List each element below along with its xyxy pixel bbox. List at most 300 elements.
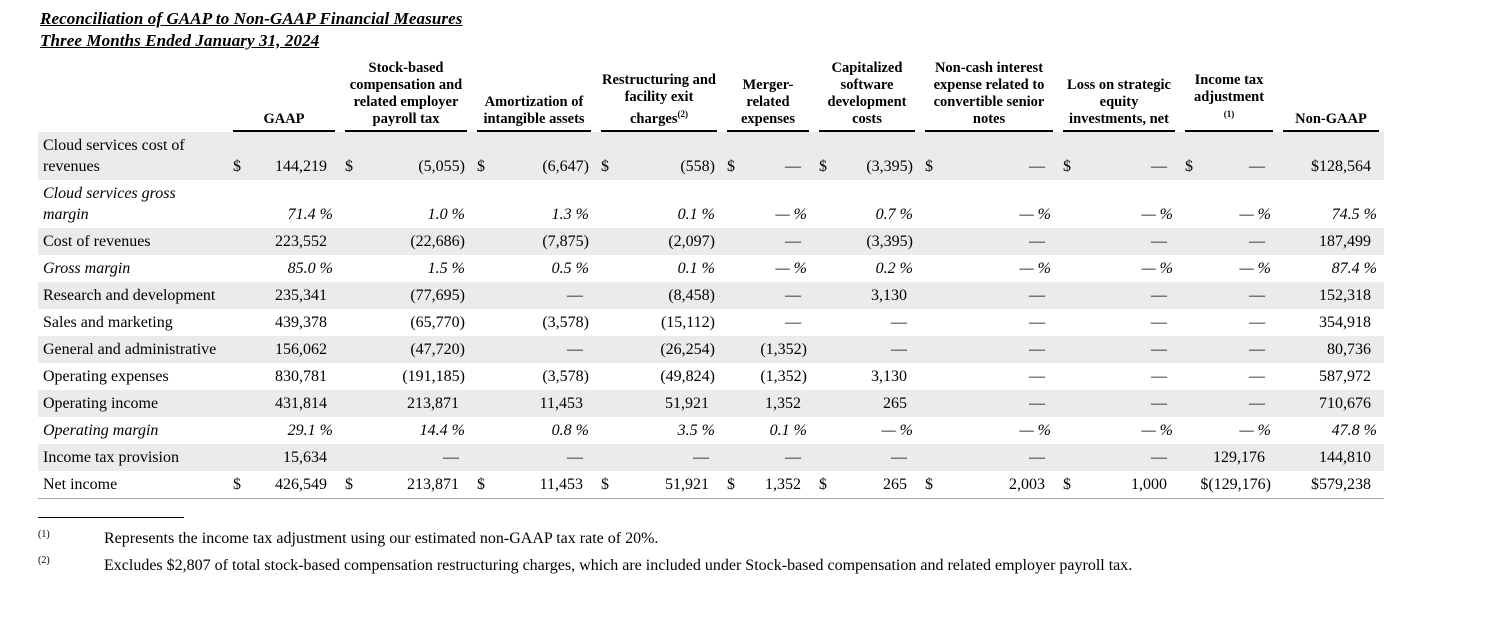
cell-value: (6,647) (542, 158, 589, 175)
table-cell (1058, 417, 1180, 444)
cell-value: — (1151, 287, 1167, 304)
table-cell (228, 255, 340, 282)
table-cell (1278, 255, 1384, 282)
column-header-footnote-ref: (1) (1223, 109, 1235, 120)
cell-value: 587,972 (1319, 368, 1371, 385)
table-row (38, 336, 1384, 363)
cell-value: 47.8 % (1331, 422, 1377, 439)
cell-value: (2,097) (668, 233, 715, 250)
cell-value: — % (775, 206, 807, 223)
column-header (340, 58, 472, 132)
cell-value: 0.5 % (551, 260, 589, 277)
currency-symbol: $ (727, 476, 735, 493)
table-cell (596, 363, 722, 390)
table-cell (814, 336, 920, 363)
table-cell (722, 132, 814, 180)
column-header-label: Income tax adjustment (1193, 72, 1265, 106)
column-header-label: Restructuring and facility exit charges (602, 72, 716, 127)
cell-value: (77,695) (410, 287, 465, 304)
table-cell (472, 444, 596, 471)
cell-value: — (1249, 287, 1265, 304)
cell-value: $128,564 (1311, 158, 1371, 175)
cell-value: — (1151, 233, 1167, 250)
cell-value: 14.4 % (419, 422, 465, 439)
table-row (38, 255, 1384, 282)
cell-value: — (785, 314, 801, 331)
cell-value: 431,814 (275, 395, 327, 412)
table-cell (1180, 444, 1278, 471)
table-row (38, 417, 1384, 444)
cell-value: 1,352 (765, 476, 801, 493)
row-label: General and administrative (43, 341, 217, 358)
table-cell (1180, 363, 1278, 390)
row-label: Gross margin (43, 260, 131, 277)
table-cell (1058, 132, 1180, 180)
cell-value: — % (1019, 422, 1051, 439)
cell-value: — (1029, 233, 1045, 250)
cell-value: 3.5 % (677, 422, 715, 439)
table-cell (814, 228, 920, 255)
currency-symbol: $ (925, 158, 933, 175)
cell-value: 0.2 % (875, 260, 913, 277)
table-row (38, 363, 1384, 390)
table-cell (1278, 336, 1384, 363)
column-header (228, 58, 340, 132)
cell-value: (5,055) (418, 158, 465, 175)
column-header (722, 58, 814, 132)
table-cell (722, 417, 814, 444)
table-cell (1058, 309, 1180, 336)
cell-value: (7,875) (542, 233, 589, 250)
cell-value: (65,770) (410, 314, 465, 331)
cell-value: — % (775, 260, 807, 277)
currency-symbol: $ (819, 476, 827, 493)
table-cell (472, 132, 596, 180)
table-cell (1058, 444, 1180, 471)
row-label: Operating expenses (43, 368, 169, 385)
cell-value: — (1249, 233, 1265, 250)
cell-value: — % (881, 422, 913, 439)
cell-value: — % (1019, 206, 1051, 223)
cell-value: 11,453 (539, 395, 583, 412)
table-cell (1058, 336, 1180, 363)
table-cell (596, 255, 722, 282)
table-row (38, 228, 1384, 255)
table-cell (722, 363, 814, 390)
table-cell (1278, 132, 1384, 180)
table-cell (814, 417, 920, 444)
cell-value: 187,499 (1319, 233, 1371, 250)
cell-value: — (1151, 341, 1167, 358)
table-cell (920, 363, 1058, 390)
table-cell (228, 282, 340, 309)
table-cell (1058, 363, 1180, 390)
table-cell (814, 132, 920, 180)
row-label: Operating income (43, 395, 159, 412)
cell-value: (3,578) (542, 314, 589, 331)
table-cell (920, 471, 1058, 499)
cell-value: — % (1141, 206, 1173, 223)
cell-value: 3,130 (871, 287, 907, 304)
table-cell (340, 390, 472, 417)
table-cell (472, 417, 596, 444)
table-cell (1180, 228, 1278, 255)
row-label-header (38, 58, 228, 132)
table-cell (596, 444, 722, 471)
table-cell (722, 444, 814, 471)
cell-value: — (1249, 395, 1265, 412)
currency-symbol: $ (1185, 158, 1193, 175)
cell-value: — (1029, 368, 1045, 385)
cell-value: 152,318 (1319, 287, 1371, 304)
table-cell (1278, 228, 1384, 255)
table-cell (228, 180, 340, 228)
cell-value: 265 (883, 476, 907, 493)
cell-value: 129,176 (1213, 449, 1265, 466)
cell-value: — (693, 449, 709, 466)
column-header (472, 58, 596, 132)
table-cell (472, 336, 596, 363)
cell-value: 51,921 (665, 476, 709, 493)
currency-symbol: $ (345, 158, 353, 175)
gaap-reconciliation-table (38, 58, 1384, 499)
table-cell (1180, 417, 1278, 444)
table-cell (596, 309, 722, 336)
column-header-label: Merger-related expenses (741, 77, 795, 127)
cell-value: (1,352) (760, 341, 807, 358)
table-cell (228, 132, 340, 180)
column-header-label: Capitalized software development costs (827, 60, 907, 127)
table-cell (596, 282, 722, 309)
table-cell (920, 228, 1058, 255)
column-header-label: Stock-based compensation and related employer payroll tax (349, 60, 463, 127)
table-cell (1278, 309, 1384, 336)
table-cell (814, 363, 920, 390)
table-cell (472, 180, 596, 228)
footnote (38, 524, 1500, 549)
table-cell (920, 417, 1058, 444)
cell-value: 0.1 % (677, 260, 715, 277)
table-cell (1180, 132, 1278, 180)
table-cell (722, 309, 814, 336)
table-cell (1180, 471, 1278, 499)
table-row (38, 444, 1384, 471)
currency-symbol: $ (601, 476, 609, 493)
row-label: Cloud services gross margin (43, 185, 176, 223)
table-cell (596, 471, 722, 499)
table-cell (920, 132, 1058, 180)
cell-value: — (1249, 341, 1265, 358)
table-cell (722, 180, 814, 228)
cell-value: — (785, 158, 801, 175)
table-row (38, 132, 1384, 180)
cell-value: — (1151, 314, 1167, 331)
table-cell (340, 132, 472, 180)
table-row (38, 282, 1384, 309)
table-cell (920, 336, 1058, 363)
table-cell (722, 471, 814, 499)
cell-value: 0.1 % (677, 206, 715, 223)
footnote-separator-rule (38, 517, 184, 518)
table-cell (1278, 471, 1384, 499)
table-cell (596, 228, 722, 255)
table-cell (472, 390, 596, 417)
table-cell (1180, 255, 1278, 282)
column-header (814, 58, 920, 132)
cell-value: — (785, 233, 801, 250)
table-cell (1058, 255, 1180, 282)
document-title: Reconciliation of GAAP to Non-GAAP Financial Measures (40, 9, 463, 28)
table-cell (814, 390, 920, 417)
cell-value: 0.8 % (551, 422, 589, 439)
cell-value: 710,676 (1319, 395, 1371, 412)
header-row (38, 58, 1384, 132)
table-cell (814, 255, 920, 282)
table-cell (1278, 444, 1384, 471)
table-cell (472, 282, 596, 309)
cell-value: — (891, 449, 907, 466)
cell-value: — (1151, 449, 1167, 466)
cell-value: 1.3 % (551, 206, 589, 223)
column-header-label: Amortization of intangible assets (483, 94, 585, 127)
cell-value: (15,112) (660, 314, 715, 331)
cell-value: — (891, 314, 907, 331)
table-cell (920, 282, 1058, 309)
cell-value: 265 (883, 395, 907, 412)
table-cell (1180, 282, 1278, 309)
table-cell (920, 444, 1058, 471)
column-header (920, 58, 1058, 132)
cell-value: — % (1239, 422, 1271, 439)
cell-value: — (785, 449, 801, 466)
cell-value: — (1029, 158, 1045, 175)
cell-value: (1,352) (760, 368, 807, 385)
cell-value: 156,062 (275, 341, 327, 358)
cell-value: — % (1141, 422, 1173, 439)
column-header (1058, 58, 1180, 132)
cell-value: 3,130 (871, 368, 907, 385)
footnote (38, 550, 1500, 575)
cell-value: 235,341 (275, 287, 327, 304)
table-cell (340, 363, 472, 390)
table-cell (722, 390, 814, 417)
row-label: Income tax provision (43, 449, 179, 466)
table-cell (340, 255, 472, 282)
table-cell (596, 336, 722, 363)
column-header-label: Non-GAAP (1295, 111, 1367, 127)
table-cell (472, 255, 596, 282)
row-label: Net income (38, 471, 228, 499)
column-header-label: Non-cash interest expense related to convertible senior notes (933, 60, 1045, 127)
cell-value: — (1249, 368, 1265, 385)
table-cell (1180, 390, 1278, 417)
table-cell (722, 282, 814, 309)
cell-value: 15,634 (283, 449, 327, 466)
table-cell (596, 180, 722, 228)
table-cell (228, 471, 340, 499)
table-cell (228, 390, 340, 417)
cell-value: — (567, 341, 583, 358)
table-cell (340, 471, 472, 499)
cell-value: — (443, 449, 459, 466)
cell-value: (47,720) (410, 341, 465, 358)
cell-value: 213,871 (407, 395, 459, 412)
cell-value: 2,003 (1009, 476, 1045, 493)
cell-value: — (1029, 314, 1045, 331)
table-cell (722, 255, 814, 282)
table-cell (228, 228, 340, 255)
cell-value: 85.0 % (287, 260, 333, 277)
cell-value: 426,549 (275, 476, 327, 493)
table-cell (340, 444, 472, 471)
table-cell (340, 228, 472, 255)
table-cell (596, 390, 722, 417)
cell-value: 1,352 (765, 395, 801, 412)
cell-value: (26,254) (660, 341, 715, 358)
table-cell (472, 309, 596, 336)
cell-value: 80,736 (1327, 341, 1371, 358)
row-label: Operating margin (43, 422, 159, 439)
cell-value: — (1249, 158, 1265, 175)
footnote-text: Represents the income tax adjustment using our estimated non-GAAP tax rate of 20%. (104, 530, 659, 548)
table-cell (1278, 282, 1384, 309)
table-cell (472, 228, 596, 255)
title-block (0, 0, 1500, 52)
currency-symbol: $ (925, 476, 933, 493)
cell-value: — (1029, 449, 1045, 466)
cell-value: — (1029, 287, 1045, 304)
cell-value: — % (1141, 260, 1173, 277)
table-cell (920, 255, 1058, 282)
cell-value: 29.1 % (287, 422, 333, 439)
table-row (38, 180, 1384, 228)
table-cell (814, 444, 920, 471)
row-label: Cost of revenues (43, 233, 151, 250)
table-cell (1058, 471, 1180, 499)
column-header (1278, 58, 1384, 132)
table-cell (228, 417, 340, 444)
table-cell (228, 336, 340, 363)
cell-value: — (1151, 395, 1167, 412)
currency-symbol: $ (477, 158, 485, 175)
column-header-footnote-ref: (2) (677, 109, 688, 120)
cell-value: — % (1239, 260, 1271, 277)
cell-value: (49,824) (660, 368, 715, 385)
footnote-marker (38, 524, 104, 549)
cell-value: 1.5 % (427, 260, 465, 277)
column-header-label: GAAP (263, 111, 305, 127)
footnote-marker-number: (1) (38, 529, 50, 540)
table-cell (1278, 390, 1384, 417)
cell-value: (3,578) (542, 368, 589, 385)
table-cell (814, 282, 920, 309)
table-cell (340, 282, 472, 309)
cell-value: $(129,176) (1200, 476, 1271, 493)
table-cell (814, 471, 920, 499)
currency-symbol: $ (727, 158, 735, 175)
cell-value: 87.4 % (1331, 260, 1377, 277)
table-cell (1058, 228, 1180, 255)
cell-value: 1,000 (1131, 476, 1167, 493)
table-cell (814, 180, 920, 228)
table-cell (1180, 309, 1278, 336)
currency-symbol: $ (819, 158, 827, 175)
footnote-marker (38, 550, 104, 575)
table-row (38, 471, 1384, 499)
cell-value: 213,871 (407, 476, 459, 493)
cell-value: — (1029, 395, 1045, 412)
currency-symbol: $ (233, 158, 241, 175)
currency-symbol: $ (477, 476, 485, 493)
cell-value: — % (1239, 206, 1271, 223)
cell-value: 439,378 (275, 314, 327, 331)
cell-value: 74.5 % (1331, 206, 1377, 223)
currency-symbol: $ (1063, 476, 1071, 493)
row-label: Research and development (43, 287, 216, 304)
table-cell (596, 132, 722, 180)
cell-value: 0.1 % (769, 422, 807, 439)
cell-value: (3,395) (866, 158, 913, 175)
column-header (596, 58, 722, 132)
cell-value: 11,453 (539, 476, 583, 493)
cell-value: 71.4 % (287, 206, 333, 223)
cell-value: 830,781 (275, 368, 327, 385)
cell-value: — (785, 287, 801, 304)
table-cell (1180, 336, 1278, 363)
cell-value: — (1151, 368, 1167, 385)
table-row (38, 390, 1384, 417)
document-subtitle: Three Months Ended January 31, 2024 (40, 31, 320, 50)
table-cell (1058, 282, 1180, 309)
cell-value: 0.7 % (875, 206, 913, 223)
table-cell (1180, 180, 1278, 228)
table-cell (340, 417, 472, 444)
row-label: Sales and marketing (43, 314, 173, 331)
cell-value: — (567, 449, 583, 466)
table-cell (920, 390, 1058, 417)
table-cell (1058, 180, 1180, 228)
cell-value: — (1249, 314, 1265, 331)
table-cell (1278, 417, 1384, 444)
cell-value: 223,552 (275, 233, 327, 250)
column-header (1180, 58, 1278, 132)
cell-value: (191,185) (402, 368, 465, 385)
footnotes-section (38, 517, 1500, 576)
table-cell (472, 363, 596, 390)
cell-value: — (567, 287, 583, 304)
cell-value: — % (1019, 260, 1051, 277)
table-cell (228, 309, 340, 336)
cell-value: $579,238 (1311, 476, 1371, 493)
cell-value: 144,810 (1319, 449, 1371, 466)
cell-value: (558) (680, 158, 715, 175)
cell-value: 51,921 (665, 395, 709, 412)
table-cell (920, 309, 1058, 336)
cell-value: 354,918 (1319, 314, 1371, 331)
table-cell (722, 336, 814, 363)
cell-value: 1.0 % (427, 206, 465, 223)
table-cell (472, 471, 596, 499)
table-cell (596, 417, 722, 444)
cell-value: (3,395) (866, 233, 913, 250)
table-cell (340, 309, 472, 336)
cell-value: (22,686) (410, 233, 465, 250)
table-cell (920, 180, 1058, 228)
currency-symbol: $ (233, 476, 241, 493)
table-cell (340, 180, 472, 228)
table-cell (1278, 363, 1384, 390)
table-row (38, 309, 1384, 336)
